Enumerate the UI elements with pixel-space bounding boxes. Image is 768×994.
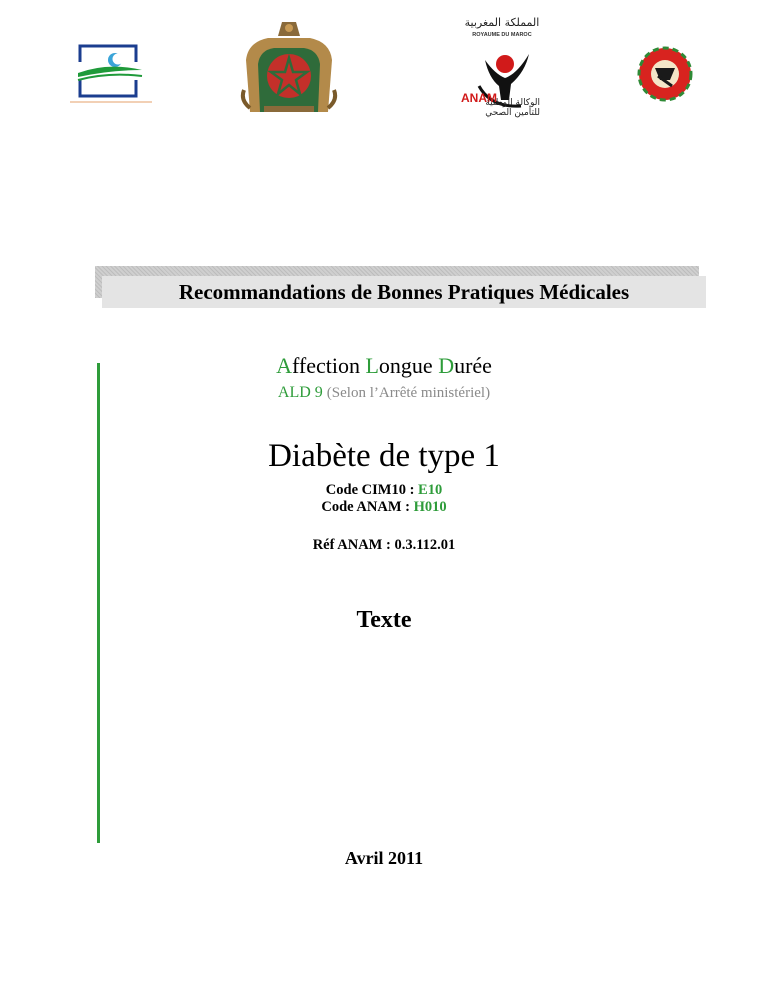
anam-code-label: Code ANAM : [321, 499, 414, 515]
anam-arabic-heading: المملكة المغربية [464, 16, 540, 29]
anam-arabic-line-1: الوكالة الوطنية [485, 98, 540, 108]
ald-initial-d: D [438, 353, 455, 378]
document-title: Diabète de type 1 [268, 438, 500, 474]
ald-word-rest-3: urée [454, 353, 492, 378]
anam-name: ANAM [461, 91, 497, 105]
document-type: Texte [356, 607, 412, 633]
reference-number: Réf ANAM : 0.3.112.01 [312, 537, 456, 553]
anam-country-label: ROYAUME DU MAROC [472, 32, 532, 38]
ald-subheading [0, 384, 768, 402]
anam-code-value: H010 [413, 499, 447, 515]
anam-arabic-line-2: للتأمين الصحي [485, 108, 540, 118]
ald-word-rest-1: ffection [291, 353, 366, 378]
cim10-label: Code CIM10 : [325, 482, 419, 498]
publication-date: Avril 2011 [344, 848, 424, 868]
ald-word-rest-2: ongue [378, 353, 439, 378]
anam-arabic-name [470, 98, 540, 118]
ald-initial-a: A [276, 353, 292, 378]
ministry-logo [70, 40, 152, 104]
cim10-value: E10 [418, 482, 443, 498]
royal-emblem [238, 20, 340, 116]
green-divider [97, 363, 100, 843]
banner-title: Recommandations de Bonnes Pratiques Médicales [178, 280, 630, 304]
ald-note: (Selon l’Arrêté ministériel) [326, 385, 491, 401]
ald-heading [0, 353, 768, 379]
ald-code: ALD 9 [277, 384, 323, 401]
cim10-code-line [0, 482, 768, 499]
anam-code-line [0, 499, 768, 516]
association-logo [630, 46, 700, 102]
ald-initial-l: L [365, 353, 379, 378]
